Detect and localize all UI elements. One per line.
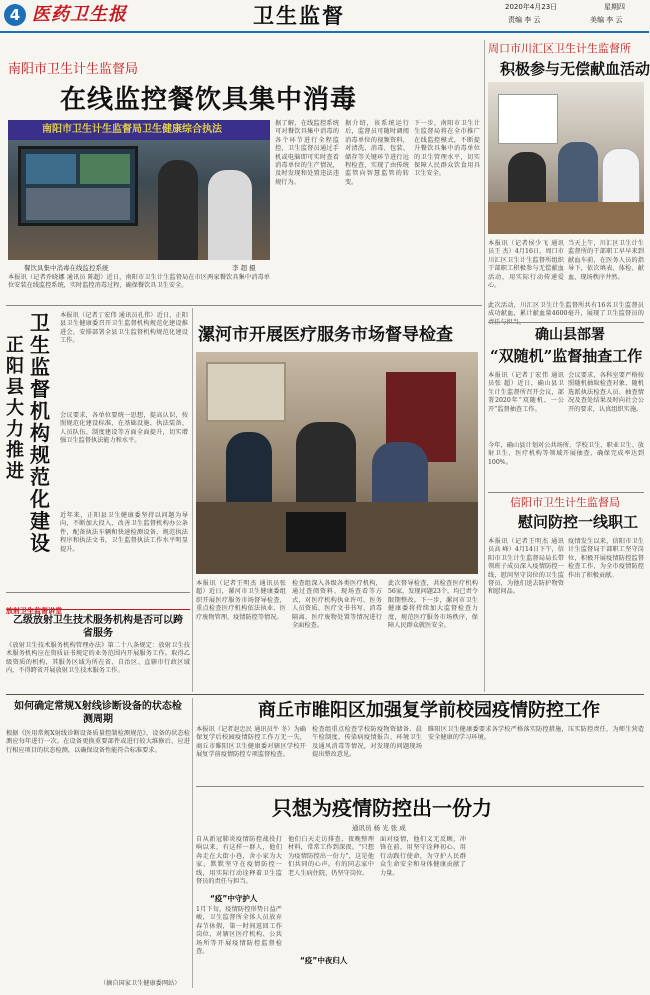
a8-answer-2: 根据《医用常规X射线诊断设备质量控制检测规范》，设备的状态检测应每年进行一次。在设备更换重要部件或进行较大维修后，应进行相应项目的状态检测，以确保设备性能符合标准要求。 [6, 730, 190, 754]
a1-paragraph-4: 下一步，南阳市卫生计生监督局将在全市推广在线监控模式，不断提升餐饮具集中消毒单位的卫生管理水平，切实保障人民群众饮食用具卫生安全。 [414, 120, 480, 178]
a9-paragraph-3: 他们白天走访排查，夜晚整理材料，常常工作到深夜。“只想为疫情防控出一份力”，这是他们共同的心声。有的同志家中老人生病住院，仍坚守岗位。 [288, 836, 374, 877]
a8-question-2: 如何确定常规X射线诊断设备的状态检测周期 [14, 701, 182, 725]
a3-paragraph-1: 本报讯（记者王明杰 通讯员张超）近日，漯河市卫生健康委组织开展医疗服务市场督导检查，重点检查医疗机构依法执业、医疗废物管理、疫情防控等情况。 [196, 580, 286, 621]
a2-headline-2: 卫生监督机构规范化建设 [30, 311, 50, 555]
a8-question-1: 乙级放射卫生技术服务机构是否可以跨省服务 [13, 615, 183, 639]
a5-paragraph-1: 本报讯（记者丁宏伟 通讯员张 超）近日，确山县卫生计生监督所召开会议，部署2020年“双随机、一公开”监督抽查工作。 [488, 372, 564, 413]
masthead [0, 0, 649, 32]
a6-paragraph-1: 本报讯（记者王明杰 通讯员高 峰）4月14日下午，信阳市卫生计生监督局局长带领班子成员深入疫情防控一线，慰问坚守岗位的卫生监督员，为他们送去防护物资和慰问品。 [488, 538, 564, 596]
a8-label-box [6, 598, 190, 615]
designer-credit: 美编 李 云 [590, 16, 623, 24]
a3-photo [196, 352, 478, 574]
a4-paragraph-1: 本报讯（记者侯少飞 通讯员王 杰）4月16日，周口市川汇区卫生计生监督所组织干部职工积极参与无偿献血活动，用实际行动传递爱心。 [488, 240, 564, 290]
a9-subhead-2: “疫”中夜归人 [300, 956, 348, 965]
a4-divider [488, 322, 644, 323]
a1-photo-sign: 南阳市卫生计生监督局卫生健康综合执法 [42, 124, 222, 135]
a4-headline: 积极参与无偿献血活动 [500, 60, 650, 78]
a1-photo [8, 120, 270, 260]
a2-paragraph-3: 近年来，正阳县卫生健康委坚持以问题为导向，不断加大投入，改善卫生监督机构办公条件，配备执法车辆和快速检测设备，规范执法程序和执法文书，卫生监督执法工作水平明显提升。 [60, 512, 188, 553]
a4-photo [488, 82, 644, 234]
issue-date: 2020年4月23日 [505, 3, 558, 11]
a6-paragraph-2: 疫情发生以来，信阳市卫生计生监督局干部职工坚守岗位，积极开展疫情防控监督检查工作，为全市疫情防控作出了积极贡献。 [568, 538, 644, 579]
editor-credit: 责编 李 云 [508, 16, 541, 24]
a2-paragraph-1: 本报讯（记者丁宏伟 通讯员孔伟）近日，正阳县卫生健康委召开卫生监督机构规范化建设推进会，安排部署全县卫生监督机构规范化建设工作。 [60, 312, 188, 345]
a1-divider [6, 305, 482, 306]
a3-headline: 漯河市开展医疗服务市场督导检查 [198, 325, 453, 345]
masthead-rule [0, 31, 649, 33]
a7-divider [196, 786, 644, 787]
column-divider-right [484, 40, 485, 692]
page-number-badge: 4 [4, 4, 26, 26]
a5-kicker: 确山县部署 [535, 327, 605, 343]
a7-headline: 商丘市睢阳区加强复学前校园疫情防控工作 [258, 700, 600, 721]
a1-paragraph-2: 据了解，在线监控系统可对餐饮具集中消毒的各个环节进行全程监控，卫生监督员通过手机或电脑即可实时查看消毒单位的生产情况，及时发现和处置违法违规行为。 [275, 120, 339, 186]
a1-kicker: 南阳市卫生计生监督局 [8, 62, 139, 77]
a8-answer-1: 《放射卫生技术服务机构管理办法》第二十八条规定：放射卫生技术服务机构应在资质证书规定的业务范围内开展服务工作。取得乙级资质的机构，其服务区域为所在省、自治区、直辖市行政区域内，不得跨省开展放射卫生技术服务工作。 [6, 642, 190, 675]
a9-paragraph-1: 自从新冠肺炎疫情防控战役打响以来，有这样一群人，他们奔走在大街小巷，舍小家为大家，默默坚守在疫情防控一线，用实际行动诠释着卫生监督员的责任与担当。 [196, 836, 282, 886]
a5-paragraph-3: 今年，确山县计划对公共场所、学校卫生、职业卫生、放射卫生、医疗机构等领域开展抽查，确保完成率达到100%。 [488, 442, 644, 466]
mid-divider [6, 694, 644, 695]
a9-paragraph-4: 面对疫情，他们义无反顾，冲锋在前，用坚守诠释初心，用行动践行使命，为守护人民群众生命安全和身体健康贡献了力量。 [380, 836, 466, 877]
a3-paragraph-2: 检查组深入各级各类医疗机构，通过查阅资料、现场查看等方式，对医疗机构执业许可、医务人员资质、医疗文书书写、消毒隔离、医疗废物处置等情况进行全面检查。 [292, 580, 382, 630]
a8-source: （摘自国家卫生健康委网站） [100, 980, 181, 987]
a1-paragraph-3: 据介绍，该系统运行后，监督员可随时调阅消毒单位的视频资料，对清洗、消毒、包装、储存等关键环节进行远程检查，实现了由传统监管向智慧监管的转变。 [345, 120, 409, 186]
a8-label: 放射卫生监督讲堂 [6, 607, 62, 615]
a4-paragraph-2: 当天上午，川汇区卫生计生监督所的干部职工早早来到献血车前，在医务人员的指导下，依次填表、体检、献血，现场秩序井然。 [568, 240, 644, 281]
a1-paragraph-1: 本报讯（记者乔晓娜 通讯员 陈超）近日，南阳市卫生计生监督局在市区两家餐饮具集中消毒单位安装在线监控系统，实时监控消毒过程，确保餐饮具卫生安全。 [8, 274, 270, 290]
a7-paragraph-1: 本报讯（记者赵忠民 通讯员牛 冬）为确保复学后校园疫情防控工作万无一失，商丘市睢阳区卫生健康委对辖区学校开展复学前疫情防控专项监督检查。 [196, 726, 306, 759]
a4-kicker: 周口市川汇区卫生计生监督所 [488, 42, 631, 55]
a1-caption: 餐饮具集中消毒在线监控系统 [24, 264, 109, 272]
a6-headline: 慰问防控一线职工 [518, 513, 639, 531]
section-title: 卫生监督 [253, 4, 345, 28]
a9-byline: 通讯员 杨 光 张 成 [352, 824, 406, 832]
a7-paragraph-2: 检查组重点检查学校防疫物资储备、晨午检制度、传染病疫情报告、环境卫生及通风消毒等情况，对发现的问题现场提出整改意见。 [312, 726, 422, 759]
a4-paragraph-3: 此次活动，川汇区卫生计生监督所共有16名卫生监督员成功献血，累计献血量4600毫升，展现了卫生监督员的 [488, 302, 644, 318]
a2-side-divider [192, 308, 193, 692]
a5-divider [488, 492, 644, 493]
a2-headline-1: 正阳县大力推进 [6, 335, 24, 482]
a3-paragraph-3: 此次督导检查，共检查医疗机构56家，发现问题23个，均已责令限期整改。下一步，漯河市卫生健康委将持续加大监督检查力度，规范医疗服务市场秩序，保障人民群众就医安全。 [388, 580, 478, 630]
a9-subhead-1: “疫”中守护人 [210, 894, 258, 903]
a6-kicker: 信阳市卫生计生监督局 [510, 496, 620, 509]
a5-headline: “双随机”监督抽查工作 [490, 347, 643, 365]
a2-divider [6, 592, 190, 593]
paper-logo: 医药卫生报 [32, 4, 127, 25]
a7-paragraph-3: 睢阳区卫生健康委要求各学校严格落实防控措施，压实防控责任，为师生营造安全健康的学习环境。 [428, 726, 644, 742]
a5-paragraph-2: 会议要求，各科室要严格按照随机抽取检查对象、随机选派执法检查人员、抽查情况及查处结果及时向社会公开的要求，认真组织实施。 [568, 372, 644, 413]
issue-weekday: 星期四 [604, 3, 625, 11]
a1-photographer: 李 超 摄 [232, 264, 256, 272]
a9-paragraph-2: 1月下旬，疫情防控形势日益严峻，卫生监督所全体人员放弃春节休假，第一时间返回工作岗位，对辖区医疗机构、公共场所等开展疫情防控监督检查。 [196, 906, 282, 956]
bottom-left-divider [192, 698, 193, 988]
a1-headline: 在线监控餐饮具集中消毒 [60, 85, 358, 115]
a9-headline: 只想为疫情防控出一份力 [272, 796, 492, 820]
a2-paragraph-2: 会议要求，各单位要统一思想，提高认识，按照规范化建设标准，在基础设施、执法装备、人员队伍、制度建设等方面全面提升，切实增强卫生监督执法能力和水平。 [60, 412, 188, 445]
